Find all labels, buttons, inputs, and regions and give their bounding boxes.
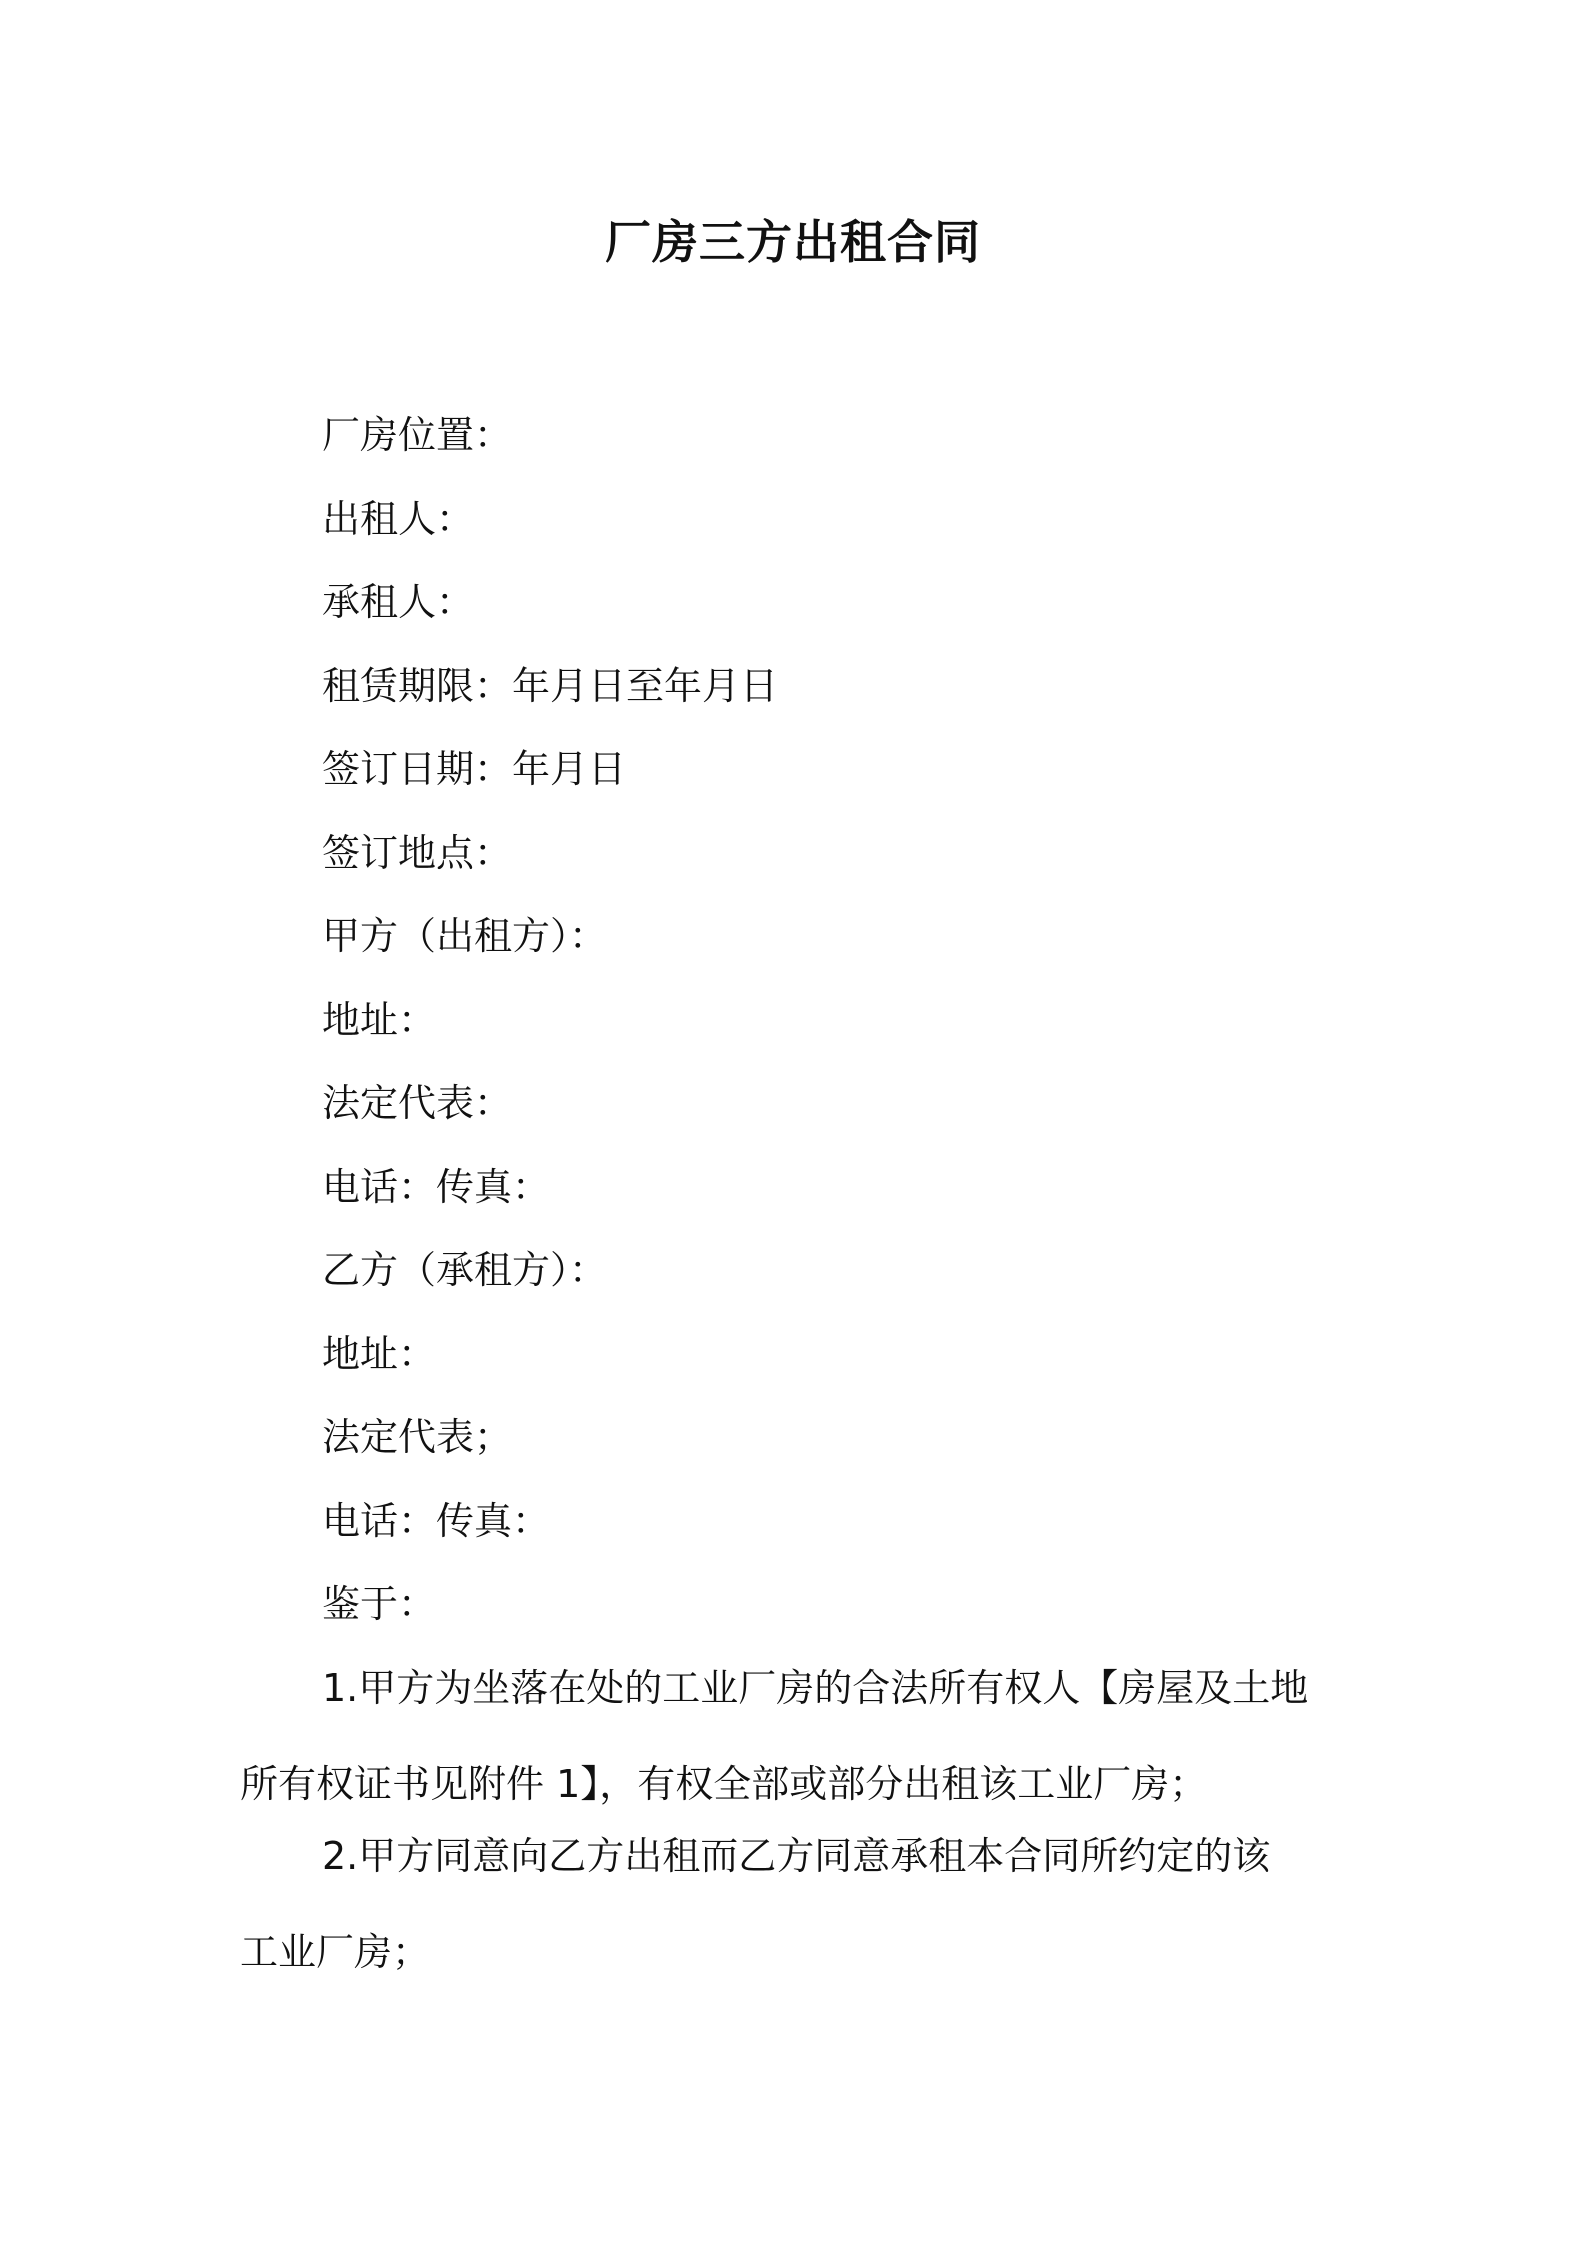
field-party-a: 甲方（出租方）： — [322, 914, 608, 958]
field-lessee: 承租人： — [322, 580, 475, 624]
field-party-b: 乙方（承租方）： — [322, 1248, 608, 1292]
field-factory-location: 厂房位置： — [322, 413, 513, 457]
field-signing-date: 签订日期：年月日 — [322, 747, 627, 791]
field-party-b-address: 地址： — [322, 1331, 437, 1376]
whereas-clause-2 — [240, 1808, 1360, 2000]
field-party-b-phone-fax: 电话：传真： — [322, 1498, 551, 1543]
field-party-a-phone-fax: 电话：传真： — [322, 1164, 551, 1209]
field-lease-term: 租赁期限：年月日至年月日 — [322, 663, 779, 708]
clause-2-line-2: 工业厂房； — [240, 1930, 431, 1974]
document-title: 厂房三方出租合同 — [605, 215, 981, 269]
field-signing-place: 签订地点： — [322, 830, 513, 875]
field-lessor: 出租人： — [322, 496, 475, 541]
field-party-a-address: 地址： — [322, 997, 437, 1042]
field-whereas: 鉴于： — [322, 1582, 437, 1626]
clause-2-line-1: 2.甲方同意向乙方出租而乙方同意承租本合同所约定的该 — [322, 1834, 1271, 1878]
contract-fields — [322, 403, 1372, 1656]
clause-1-line-2: 所有权证书见附件 1】，有权全部或部分出租该工业厂房； — [240, 1762, 1208, 1806]
whereas-clause-1 — [240, 1640, 1360, 1832]
field-party-b-representative: 法定代表； — [322, 1415, 513, 1459]
field-party-a-representative: 法定代表： — [322, 1081, 513, 1125]
clause-1-line-1: 1.甲方为坐落在处的工业厂房的合法所有权人【房屋及土地 — [322, 1666, 1309, 1710]
